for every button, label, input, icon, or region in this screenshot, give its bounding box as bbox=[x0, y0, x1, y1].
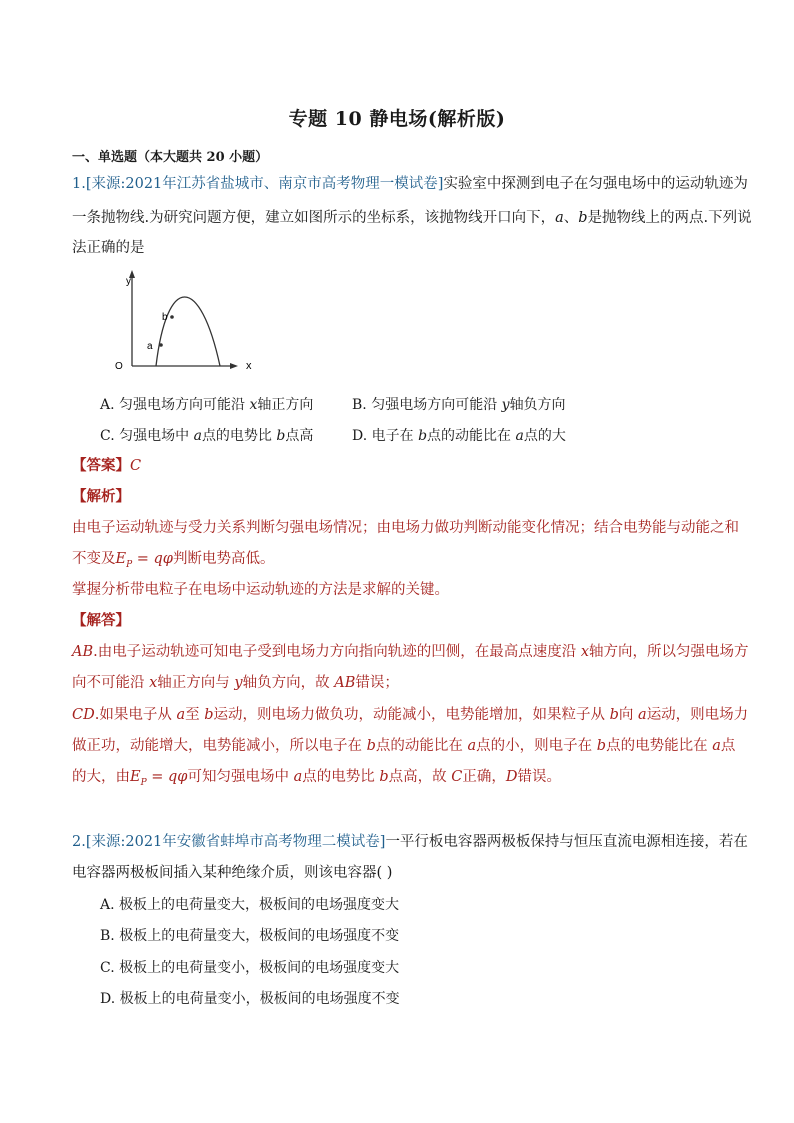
page-title: 专题 10 静电场(解析版) bbox=[288, 108, 506, 130]
point-b-label: b bbox=[162, 312, 168, 323]
q2-option-c[interactable]: C. 极板上的电荷量变小，极板间的电场强度变大 bbox=[100, 960, 400, 976]
point-a bbox=[159, 343, 163, 347]
q2-stem-line-2: 电容器两极板间插入某种绝缘介质，则该电容器( ) bbox=[72, 865, 393, 881]
parabola-trajectory bbox=[156, 297, 220, 366]
q1-analysis-line-3: 掌握分析带电粒子在电场中运动轨迹的方法是求解的关键。 bbox=[72, 582, 449, 598]
answer-value: C bbox=[130, 458, 142, 474]
q1-solution-line-5: 的大，由$E_P = q\varphi$可知匀强电场中 a点的电势比 b点高，故 C正确，D错误。 bbox=[72, 769, 561, 788]
q1-option-b[interactable]: B. 匀强电场方向可能沿 y轴负方向 bbox=[352, 397, 566, 413]
q2-source: 2.[来源:2021年安徽省蚌埠市高考物理二模试卷] bbox=[72, 834, 386, 850]
q1-option-a[interactable]: A. 匀强电场方向可能沿 x轴正方向 bbox=[100, 397, 314, 413]
potential-energy-formula: $E_P = q\varphi$ bbox=[115, 551, 173, 570]
point-a-label: a bbox=[147, 341, 153, 352]
section-heading: 一、单选题（本大题共 20 小题） bbox=[72, 150, 269, 165]
q1-source: 1.[来源:2021年江苏省盐城市、南京市高考物理一模试卷] bbox=[72, 176, 444, 192]
q1-option-d[interactable]: D. 电子在 b点的动能比在 a点的大 bbox=[352, 428, 566, 444]
q1-solution-line-1: AB.由电子运动轨迹可知电子受到电场力方向指向轨迹的凹侧，在最高点速度沿 x轴方向，所以匀强电场方 bbox=[72, 644, 749, 660]
q1-solution-line-4: 做正功，动能增大，电势能减小，所以电子在 b点的动能比在 a点的小，则电子在 b点的电势能比在 a点 bbox=[72, 738, 736, 754]
q2-option-d[interactable]: D. 极板上的电荷量变小，极板间的电场强度不变 bbox=[100, 991, 400, 1007]
q1-solution-heading: 【解答】 bbox=[72, 612, 130, 629]
point-b bbox=[170, 315, 174, 319]
q1-stem-line-2: 一条抛物线.为研究问题方便，建立如图所示的坐标系，该抛物线开口向下，a、b是抛物线上的两点.下列说 bbox=[72, 210, 752, 226]
q1-analysis-line-1: 由电子运动轨迹与受力关系判断匀强电场情况；由电场力做功判断动能变化情况；结合电势能与动能之和 bbox=[72, 520, 739, 536]
parabola-figure bbox=[112, 268, 262, 376]
q1-analysis-line-2: 不变及$E_P = q\varphi$判断电势高低。 bbox=[72, 551, 275, 570]
y-label: y bbox=[126, 276, 131, 287]
q1-option-c[interactable]: C. 匀强电场中 a点的电势比 b点高 bbox=[100, 428, 314, 444]
q2-option-b[interactable]: B. 极板上的电荷量变大，极板间的电场强度不变 bbox=[100, 928, 400, 944]
q1-stem-line-1: 1.[来源:2021年江苏省盐城市、南京市高考物理一模试卷]实验室中探测到电子在匀强电场中的运动轨迹为 bbox=[72, 176, 748, 192]
q1-solution-line-3: CD.如果电子从 a至 b运动，则电场力做负功，动能减小，电势能增加，如果粒子从 b向 a运动，则电场力 bbox=[72, 707, 749, 723]
origin-label: O bbox=[115, 361, 123, 372]
x-axis-arrow bbox=[230, 363, 238, 369]
q1-stem-line-3: 法正确的是 bbox=[72, 240, 145, 256]
x-label: x bbox=[246, 360, 252, 372]
q1-analysis-heading: 【解析】 bbox=[72, 488, 130, 505]
q2-stem-line-1: 2.[来源:2021年安徽省蚌埠市高考物理二模试卷]一平行板电容器两极板保持与恒压直流电源相连接，若在 bbox=[72, 834, 748, 850]
q1-solution-line-2: 向不可能沿 x轴正方向与 y轴负方向，故 AB错误； bbox=[72, 675, 399, 691]
q1-answer: 【答案】C bbox=[72, 457, 142, 474]
q2-option-a[interactable]: A. 极板上的电荷量变大，极板间的电场强度变大 bbox=[100, 897, 400, 913]
